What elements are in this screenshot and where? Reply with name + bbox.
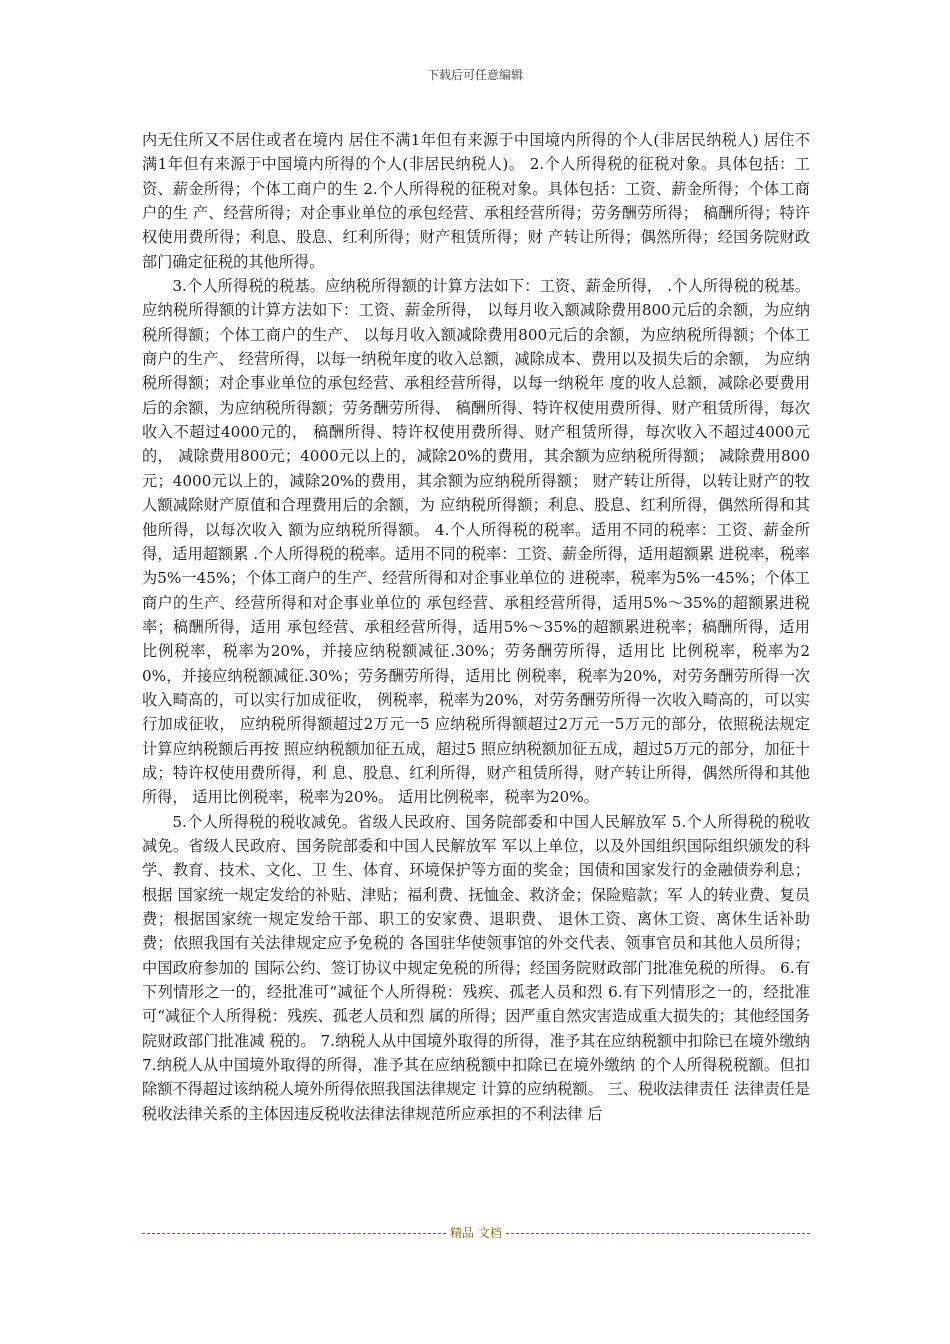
paragraph-2: 3.个人所得税的税基。应纳税所得额的计算方法如下：工资、薪金所得， .个人所得税的税基。应纳税所得额的计算方法如下：工资、薪金所得， 以每月收入额减除费用800元后的余额，为应纳税所得额；个体工商户的生产、 以每月收入额减除费用800元后的余额，为应纳税所得额；个体工商户的生产、 经营所得，以每一纳税年度的收入总额，减除成本、费用以及损失后的余额， 为应纳税所得额；对企事业单位的承包经营、承租经营所得，以每一纳税年 度的收人总额，减除必要费用后的余额，为应纳税所得额；劳务酬劳所得、 稿酬所得、特许权使用费所得、财产租赁所得，每次收入不超过4000元的， 稿酬所得、特许权使用费所得、财产租赁所得，每次收入不超过4000元的， 减除费用800元；4000元以上的，减除20%的费用，其余额为应纳税所得额； 减除费用800元；4000元以上的，减除20%的费用，其余额为应纳税所得额； 财产转让所得，以转让财产的牧人额减除财产原值和合理费用后的余额，为 应纳税所得额；利息、股息、红利所得，偶然所得和其他所得，以每次收入 额为应纳税所得额。 4.个人所得税的税率。适用不同的税率：工资、薪金所得，适用超额累 .个人所得税的税率。适用不同的税率：工资、薪金所得，适用超额累 进税率，税率为5%一45%；个体工商户的生产、经营所得和对企事业单位的 进税率，税率为5%一45%；个体工商户的生产、经营所得和对企事业单位的 承包经营、承租经营所得，适用5%～35%的超额累进税率；稿酬所得，适用 承包经营、承租经营所得，适用5%～35%的超额累进税率；稿酬所得，适用 比例税率，税率为20%，并接应纳税额减征.30%；劳务酬劳所得，适用比 比例税率，税率为20%，并接应纳税额减征.30%；劳务酬劳所得，适用比 例税率，税率为20%，对劳务酬劳所得一次收入畸高的，可以实行加成征收， 例税率，税率为20%，对劳务酬劳所得一次收入畸高的，可以实行加成征收， 应纳税所得额超过2万元一5 应纳税所得额超过2万元一5万元的部分，依照税法规定计算应纳税额后再按 照应纳税额加征五成，超过5 照应纳税额加征五成，超过5万元的部分，加征十成；特许权使用费所得，利 息、股息、红利所得，财产租赁所得，财产转让所得，偶然所得和其他所得， 适用比例税率，税率为20%。 适用比例税率，税率为20%。 [142,277,810,807]
page-footer [142,1224,810,1241]
footer-divider-left [142,1233,446,1234]
paragraph-1: 内无住所又不居住或者在境内 居住不满1年但有来源于中国境内所得的个人(非居民纳税人) 居住不满1年但有来源于中国境内所得的个人(非居民纳税人)。 2.个人所得税的征税对象。具体包括：工资、薪金所得；个体工商户的生 2.个人所得税的征税对象。具体包括：工资、薪金所得；个体工商户的生 产、经营所得；对企事业单位的承包经营、承租经营所得；劳务酬劳所得； 稿酬所得；特许权使用费所得；利息、股息、红利所得；财产租赁所得；财 产转让所得；偶然所得；经国务院财政部门确定征税的其他所得。 [142,131,810,271]
document-body [142,128,810,1126]
paragraph-3: 5.个人所得税的税收减免。省级人民政府、国务院部委和中国人民解放军 5.个人所得税的税收减免。省级人民政府、国务院部委和中国人民解放军 军以上单位，以及外国组织国际组织颁发的科学、教育、技术、文化、卫 生、体育、环境保护等方面的奖金；国债和国家发行的金融债券利息；根据 国家统一规定发给的补贴、津贴；福利费、抚恤金、救济金；保险赔款；军 人的转业费、复员费；根据国家统一规定发给干部、职工的安家费、退职费、 退休工资、离休工资、离休生话补助费；依照我国有关法律规定应予免税的 各国驻华使领事馆的外交代表、领事官员和其他人员所得；中国政府参加的 国际公约、签订协议中规定免税的所得；经国务院财政部门批准免税的所得。 6.有下列情形之一的，经批准可“减征个人所得税：残疾、孤老人员和烈 6.有下列情形之一的，经批准可“减征个人所得税：残疾、孤老人员和烈 属的所得；因严重自然灾害造成重大损失的；其他经国务院财政部门批准减 税的。 7.纳税人从中国境外取得的所得，准予其在应纳税额中扣除已在境外缴纳 7.纳税人从中国境外取得的所得，准予其在应纳税额中扣除已在境外缴纳 的个人所得税税额。但扣除额不得超过该纳税人境外所得依照我国法律规定 计算的应纳税额。 三、税收法律责任 法律责任是税收法律关系的主体因违反税收法律法律规范所应承担的不利法律 后 [142,812,810,1123]
page-header: 下载后可任意编辑 [426,68,523,82]
footer-divider-right [506,1233,810,1234]
footer-label: 精品 文档 [450,1226,502,1240]
